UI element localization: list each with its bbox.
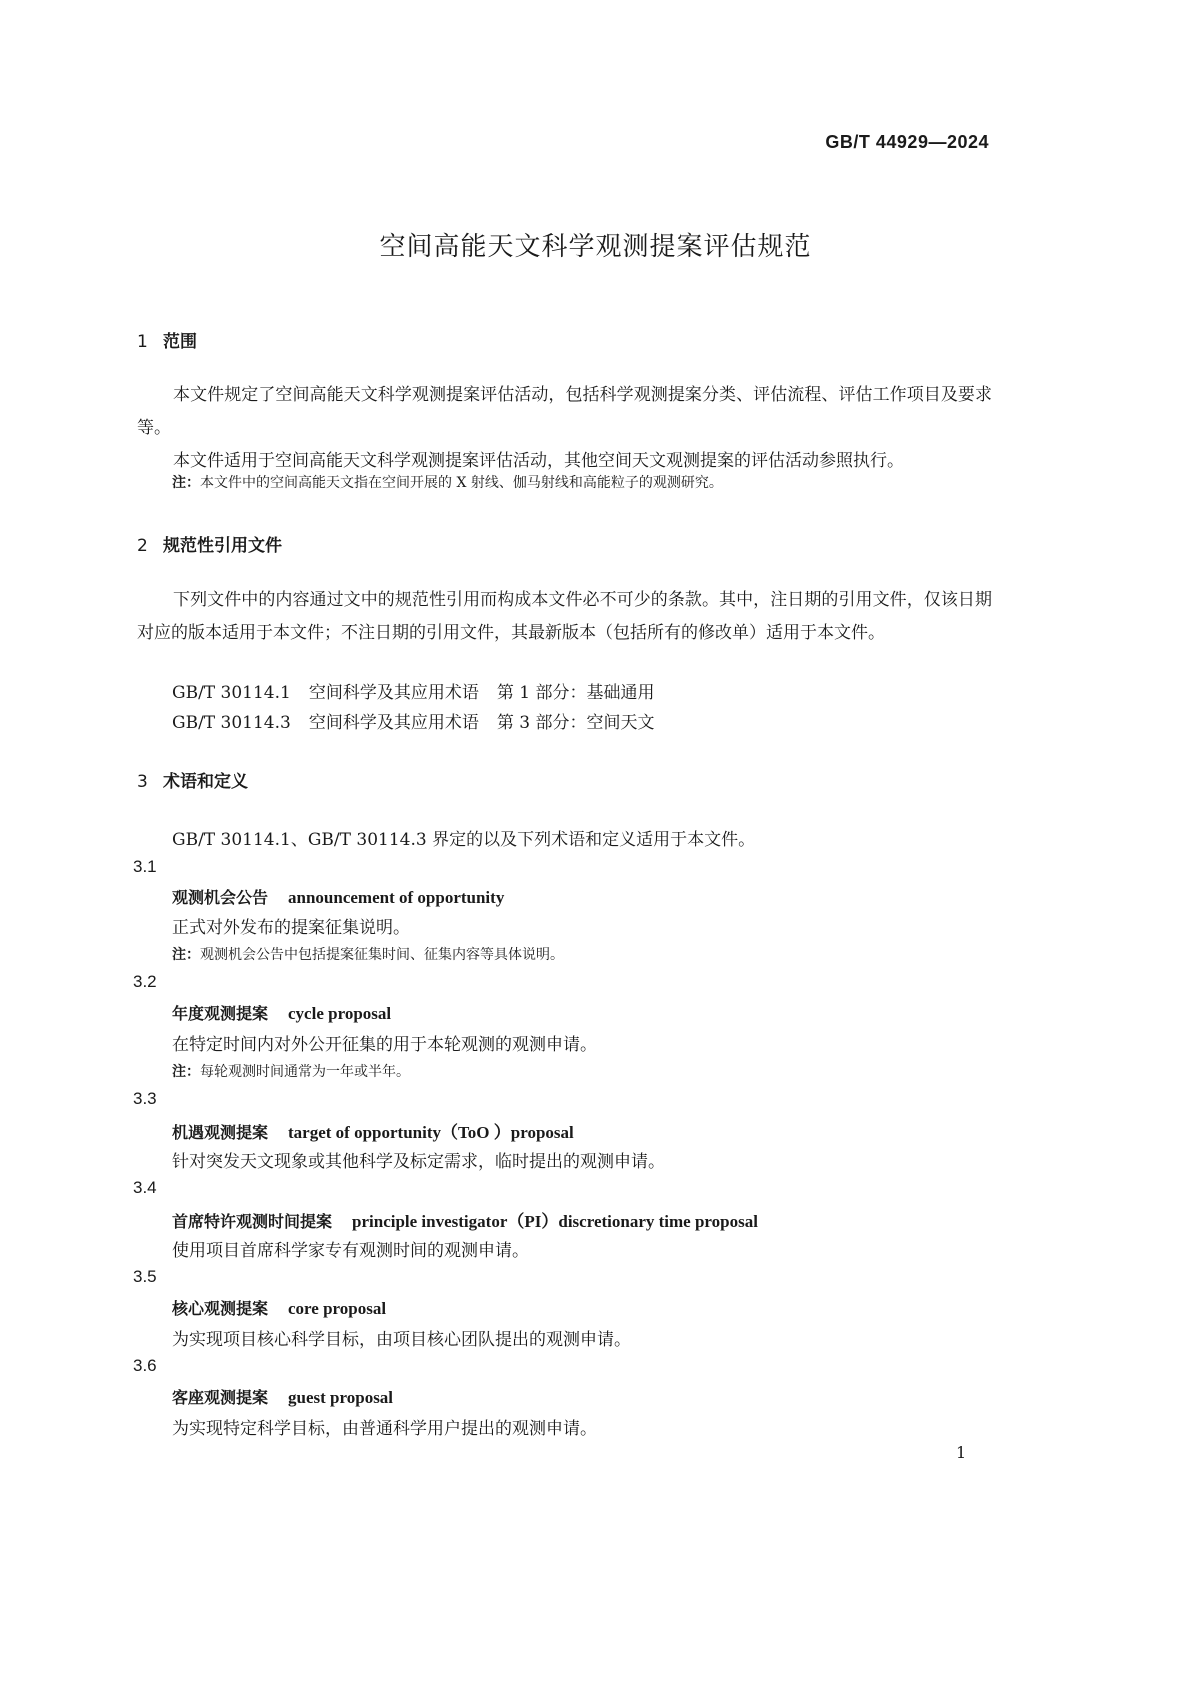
term-definition: 针对突发天文现象或其他科学及标定需求，临时提出的观测申请。 [172, 1152, 665, 1172]
term-number: 3.4 [133, 1178, 157, 1197]
term-name: 年度观测提案 [172, 1004, 269, 1023]
reference-part: 第 1 部分：基础通用 [496, 683, 655, 703]
term-english: core proposal [288, 1299, 387, 1318]
term-english: guest proposal [288, 1388, 394, 1407]
term-english: announcement of opportunity [288, 888, 505, 907]
section-2-body [137, 584, 992, 650]
term-heading [172, 1385, 393, 1408]
section-number: 1 [137, 332, 148, 352]
reference-name: 空间科学及其应用术语 [308, 683, 479, 703]
section-3-heading [137, 767, 248, 792]
section-1-body [137, 379, 992, 478]
term-english: principle investigator（PI）discretionary time proposal [352, 1212, 758, 1231]
reference-code: GB/T 30114.3 [172, 713, 291, 733]
term-number: 3.1 [133, 857, 157, 876]
term-definition: 为实现项目核心科学目标，由项目核心团队提出的观测申请。 [172, 1330, 631, 1350]
term-english: cycle proposal [288, 1004, 392, 1023]
term-heading [172, 885, 504, 908]
note-label: 注： [172, 1064, 200, 1080]
section-2-heading [137, 531, 282, 556]
term-heading [172, 1001, 391, 1024]
normative-reference [172, 678, 654, 703]
term-name: 观测机会公告 [172, 888, 269, 907]
term-name: 首席特许观测时间提案 [172, 1212, 333, 1231]
term-definition: 使用项目首席科学家专有观测时间的观测申请。 [172, 1241, 529, 1261]
section-title: 规范性引用文件 [163, 536, 282, 556]
reference-name: 空间科学及其应用术语 [308, 713, 479, 733]
section-3-intro: GB/T 30114.1、GB/T 30114.3 界定的以及下列术语和定义适用于本文件。 [172, 830, 756, 850]
note-text: 本文件中的空间高能天文指在空间开展的 X 射线、伽马射线和高能粒子的观测研究。 [200, 475, 723, 491]
term-definition: 在特定时间内对外公开征集的用于本轮观测的观测申请。 [172, 1035, 597, 1055]
term-definition: 为实现特定科学目标，由普通科学用户提出的观测申请。 [172, 1419, 597, 1439]
note-label: 注： [172, 947, 200, 963]
term-definition: 正式对外发布的提案征集说明。 [172, 918, 410, 938]
section-title: 范围 [163, 332, 197, 352]
note-text: 观测机会公告中包括提案征集时间、征集内容等具体说明。 [200, 947, 564, 963]
term-number: 3.5 [133, 1267, 157, 1286]
normative-reference [172, 708, 654, 733]
reference-part: 第 3 部分：空间天文 [496, 713, 655, 733]
term-number: 3.3 [133, 1089, 157, 1108]
term-heading [172, 1118, 574, 1143]
paragraph: 本文件适用于空间高能天文科学观测提案评估活动，其他空间天文观测提案的评估活动参照执行。 [173, 451, 904, 471]
section-1-heading [137, 327, 197, 352]
term-name: 机遇观测提案 [172, 1123, 269, 1142]
term-heading [172, 1296, 386, 1319]
section-number: 2 [137, 536, 148, 556]
section-title: 术语和定义 [163, 772, 248, 792]
document-title: 空间高能天文科学观测提案评估规范 [379, 232, 812, 262]
standard-code: GB/T 44929—2024 [825, 132, 989, 152]
note [172, 944, 564, 964]
reference-code: GB/T 30114.1 [172, 683, 291, 703]
term-number: 3.6 [133, 1356, 157, 1375]
term-name: 客座观测提案 [172, 1388, 269, 1407]
note [172, 1061, 410, 1081]
paragraph: 本文件规定了空间高能天文科学观测提案评估活动，包括科学观测提案分类、评估流程、评估工作项目及要求等。 [137, 385, 992, 438]
paragraph: 下列文件中的内容通过文中的规范性引用而构成本文件必不可少的条款。其中，注日期的引用文件，仅该日期对应的版本适用于本文件；不注日期的引用文件，其最新版本（包括所有的修改单）适用于本文件。 [137, 590, 992, 643]
term-heading [172, 1207, 758, 1232]
term-english: target of opportunity（ToO ）proposal [288, 1123, 574, 1142]
section-number: 3 [137, 772, 148, 792]
term-name: 核心观测提案 [172, 1299, 269, 1318]
term-number: 3.2 [133, 972, 157, 991]
note-text: 每轮观测时间通常为一年或半年。 [200, 1064, 410, 1080]
page-number: 1 [956, 1443, 967, 1462]
note-label: 注： [172, 475, 200, 491]
note [172, 472, 723, 492]
